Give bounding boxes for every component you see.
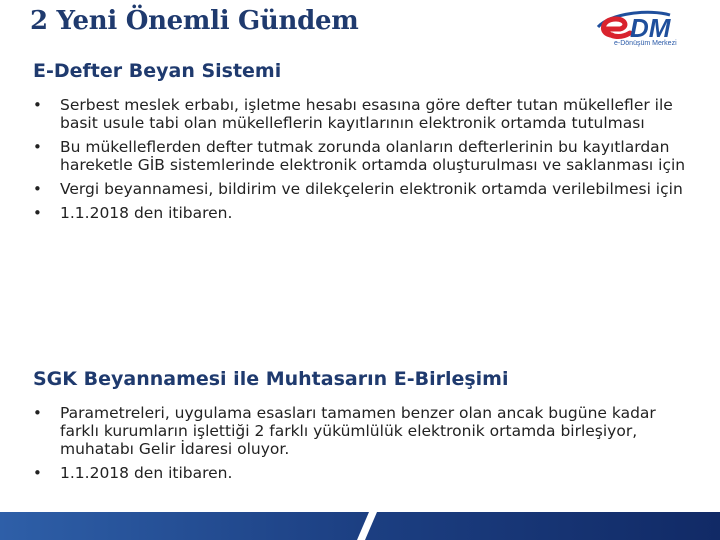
section-e-defter [33,60,693,228]
bullet-list [33,96,693,222]
list-item-text: 1.1.2018 den itibaren. [60,204,233,222]
list-item-text: Serbest meslek erbabı, işletme hesabı esasına göre defter tutan mükellefler ile basit usule tabi olan mükelleflerin kayıtlarının elektronik ortamda tutulması [60,96,673,132]
bullet-icon: • [33,404,42,422]
section-heading: SGK Beyannamesi ile Muhtasarın E-Birleşimi [33,368,509,390]
list-item-text: 1.1.2018 den itibaren. [60,464,233,482]
list-item [33,464,693,482]
slide-title: 2 Yeni Önemli Gündem [30,6,359,36]
bullet-list [33,404,693,482]
svg-text:DM: DM [630,13,671,43]
bullet-icon: • [33,180,42,198]
bullet-icon: • [33,464,42,482]
list-item [33,180,693,198]
bullet-icon: • [33,138,42,156]
list-item-text: Vergi beyannamesi, bildirim ve dilekçelerin elektronik ortamda verilebilmesi için [60,180,683,198]
bullet-icon: • [33,204,42,222]
logo-subtitle: e-Dönüşüm Merkezi [614,40,677,47]
list-item-text: Parametreleri, uygulama esasları tamamen benzer olan ancak bugüne kadar farklı kurumların işlettiği 2 farklı yükümlülük elektronik ortamda birleşiyor, muhatabı Gelir İdaresi oluyor. [60,404,656,458]
section-sgk [33,368,693,488]
footer-stripe-icon [357,512,377,540]
list-item [33,96,693,132]
list-item-text: Bu mükelleflerden defter tutmak zorunda olanların defterlerinin bu kayıtlardan hareketle GİB sistemlerinde elektronik ortamda oluşturulması ve saklanması için [60,138,686,174]
list-item [33,138,693,174]
section-heading: E-Defter Beyan Sistemi [33,60,282,82]
bullet-icon: • [33,96,42,114]
list-item [33,404,693,458]
list-item [33,204,693,222]
